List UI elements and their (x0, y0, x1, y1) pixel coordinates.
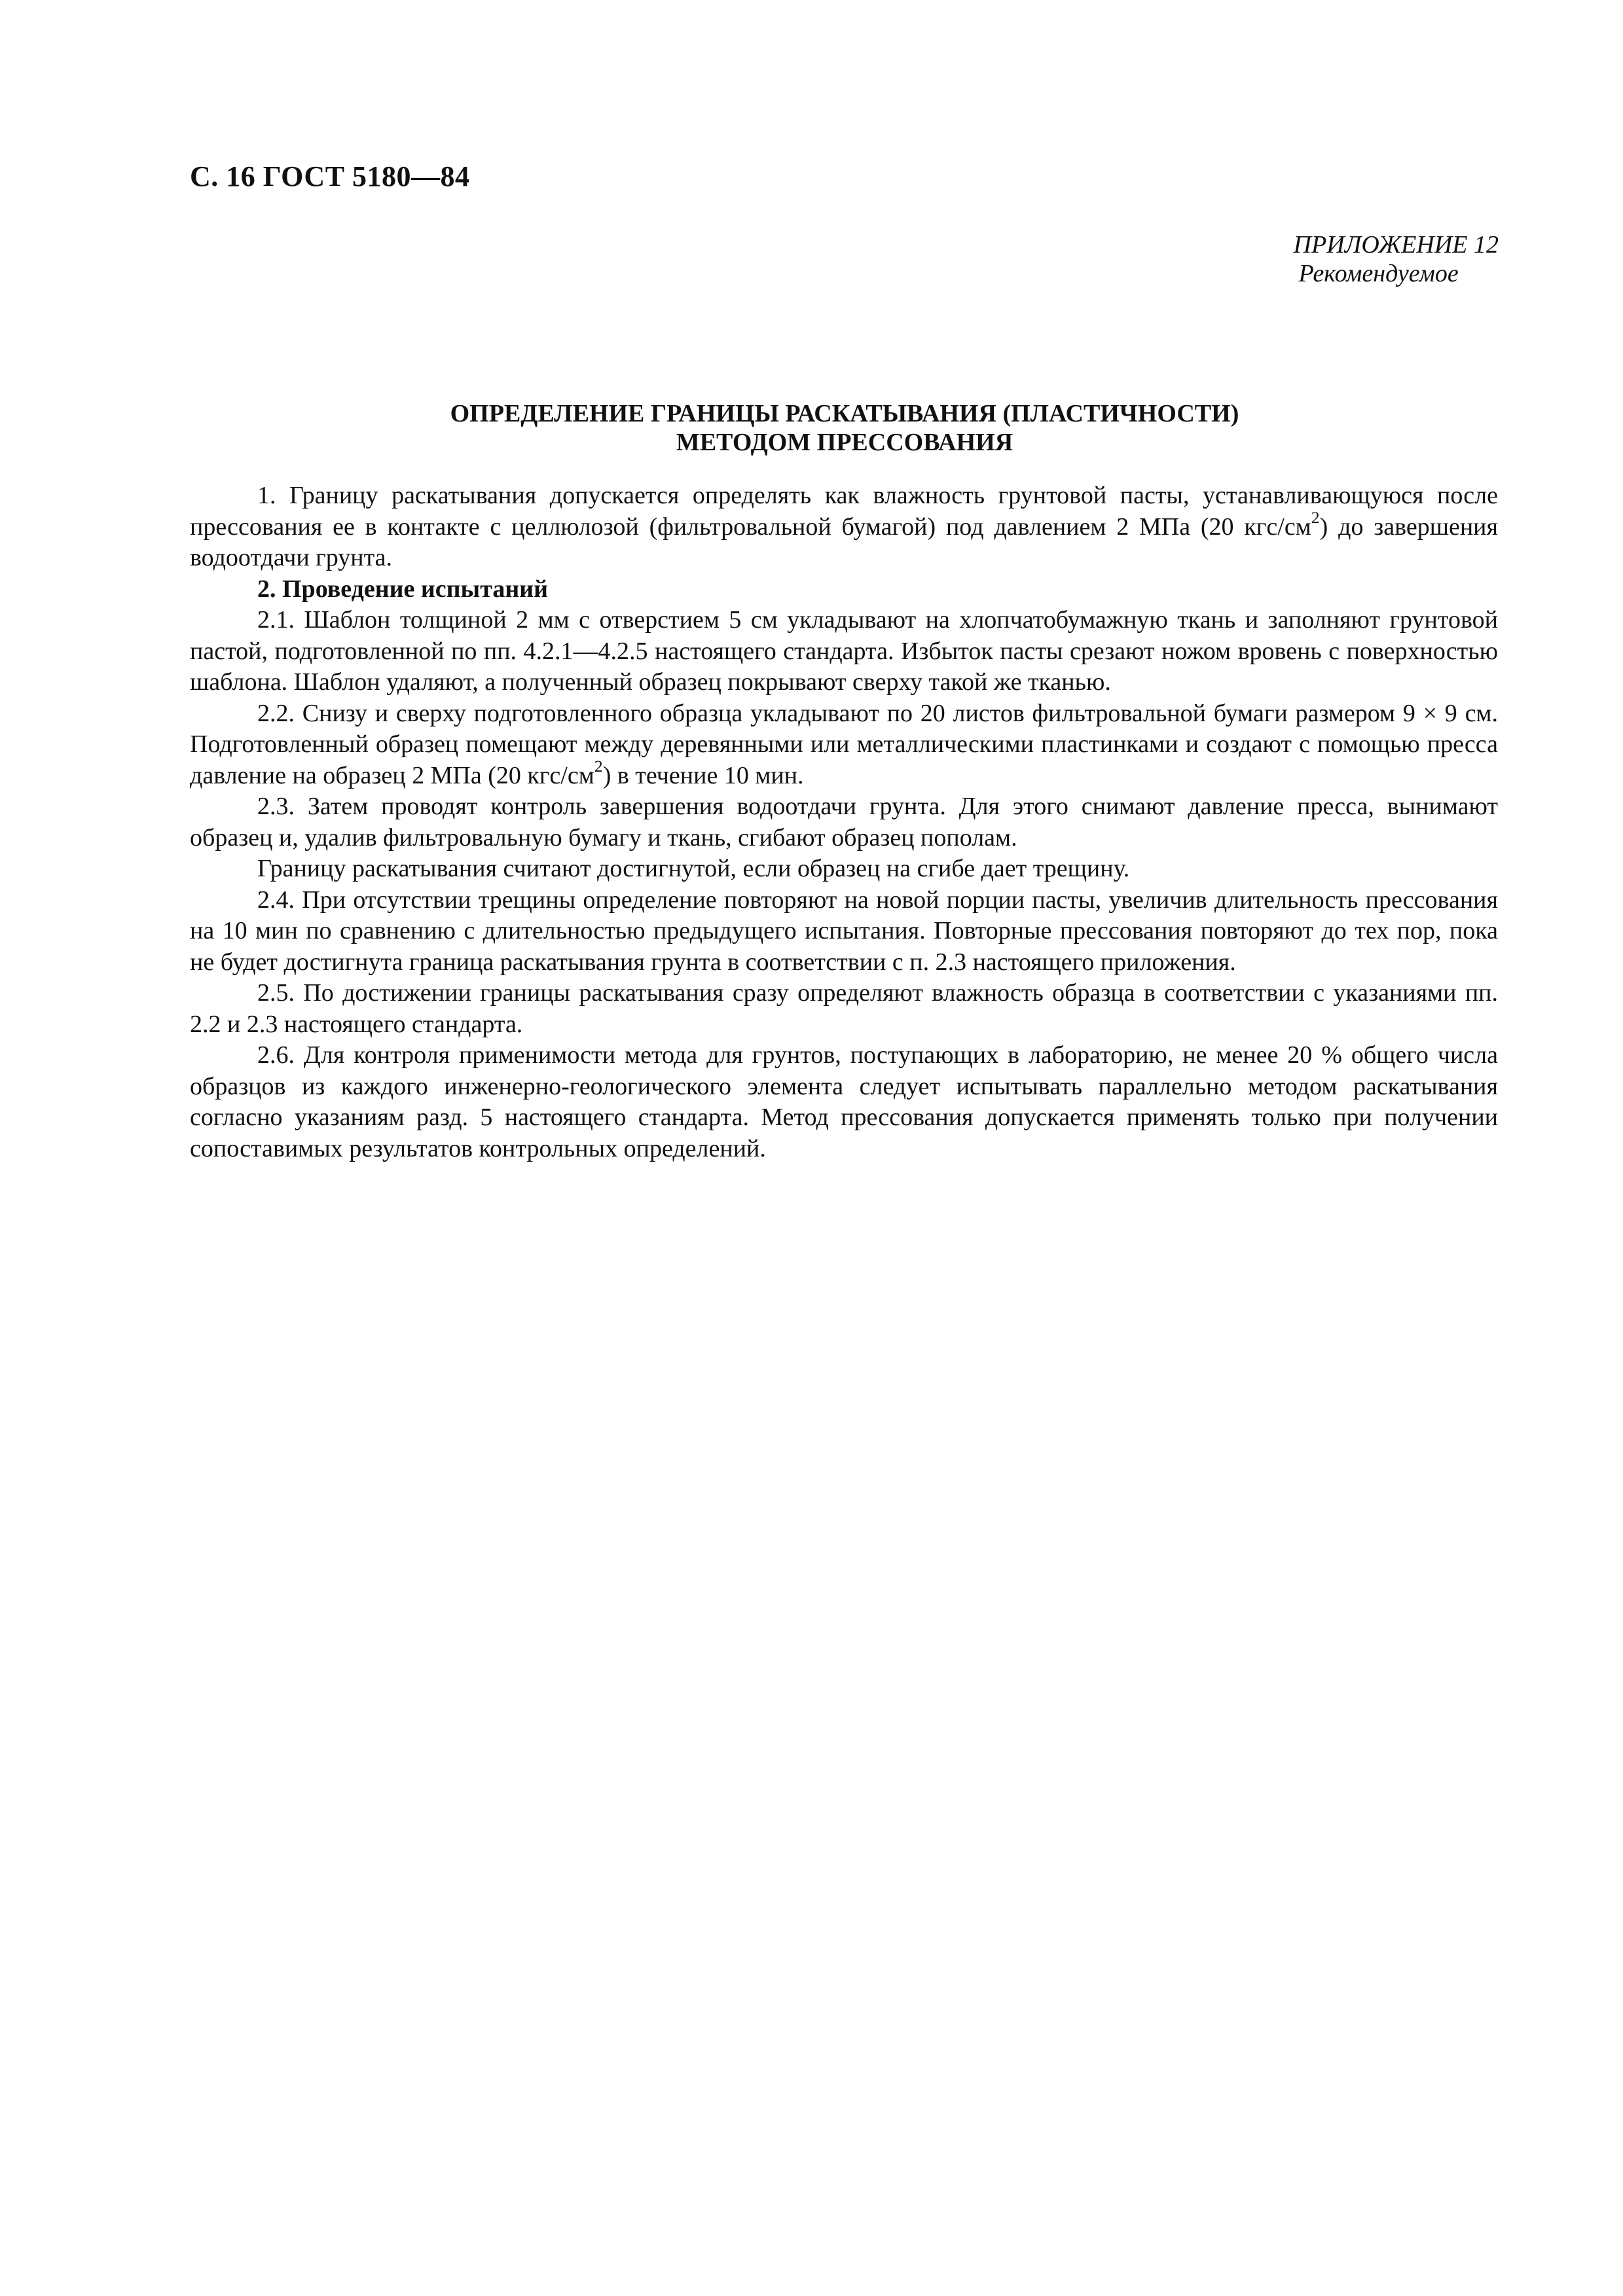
document-title (190, 399, 1499, 457)
paragraph-2-5: 2.5. По достижении границы раскатывания сразу определяют влажность образца в соответствии с указаниями пп. 2.2 и 2.3 настоящего стандарта. (190, 979, 1498, 1038)
appendix-block (1294, 230, 1499, 288)
paragraph-2-4: 2.4. При отсутствии трещины определение повторяют на новой порции пасты, увеличив длительность прессования на 10 мин по сравнению с длительностью предыдущего испытания. Повторные прессования повторяют до тех пор, пока не будет достигнута граница раскатывания грунта в соответствии с п. 2.3 настоящего приложения. (190, 886, 1498, 976)
paragraph-2-2-text: 2.2. Снизу и сверху подготовленного образца укладывают по 20 листов фильтровальной бумаги размером 9 × 9 см. Подготовленный образец помещают между деревянными или металлическими пластинками и создают с помощью пресса давление на образец 2 МПа (20 кгс/см (190, 699, 1498, 789)
superscript: 2 (594, 756, 603, 776)
paragraph-1 (190, 480, 1498, 574)
paragraph-2-3: 2.3. Затем проводят контроль завершения водоотдачи грунта. Для этого снимают давление пресса, вынимают образец и, удалив фильтровальную бумагу и ткань, сгибают образец пополам. (190, 793, 1498, 852)
superscript: 2 (1311, 507, 1320, 527)
paragraph-2-3-continued: Границу раскатывания считают достигнутой, если образец на сгибе дает трещину. (257, 855, 1130, 882)
paragraph-2-1: 2.1. Шаблон толщиной 2 мм с отверстием 5 см укладывают на хлопчатобумажную ткань и заполняют грунтовой пастой, подготовленной по пп. 4.2.1—4.2.5 настоящего стандарта. Избыток пасты срезают ножом вровень с поверхностью шаблона. Шаблон удаляют, а полученный образец покрывают сверху такой же тканью. (190, 606, 1498, 696)
title-line-2: МЕТОДОМ ПРЕССОВАНИЯ (676, 429, 1013, 456)
paragraph-2-2-text-end: ) в течение 10 мин. (602, 761, 804, 789)
paragraph-1-text-end: ) до завершения водоотдачи грунта. (190, 512, 1498, 571)
body-text (190, 480, 1498, 1164)
appendix-status: Рекомендуемое (1298, 260, 1459, 287)
paragraph-2-6: 2.6. Для контроля применимости метода для грунтов, поступающих в лабораторию, не менее 20 % общего числа образцов из каждого инженерно-геологического элемента следует испытывать параллельно методом раскатывания согласно указаниям разд. 5 настоящего стандарта. Метод прессования допускается применять только при получении сопоставимых результатов контрольных определений. (190, 1041, 1498, 1162)
section-heading: 2. Проведение испытаний (257, 575, 549, 603)
paragraph-1-text: 1. Границу раскатывания допускается определять как влажность грунтовой пасты, устанавливающуюся после прессования ее в контакте с целлюлозой (фильтровальной бумагой) под давлением 2 МПа (20 кгс/см (190, 482, 1498, 541)
title-line-1: ОПРЕДЕЛЕНИЕ ГРАНИЦЫ РАСКАТЫВАНИЯ (ПЛАСТИЧНОСТИ) (450, 400, 1239, 427)
page-header: С. 16 ГОСТ 5180—84 (190, 160, 470, 192)
appendix-label: ПРИЛОЖЕНИЕ 12 (1293, 231, 1499, 259)
paragraph-2-2 (190, 698, 1498, 792)
